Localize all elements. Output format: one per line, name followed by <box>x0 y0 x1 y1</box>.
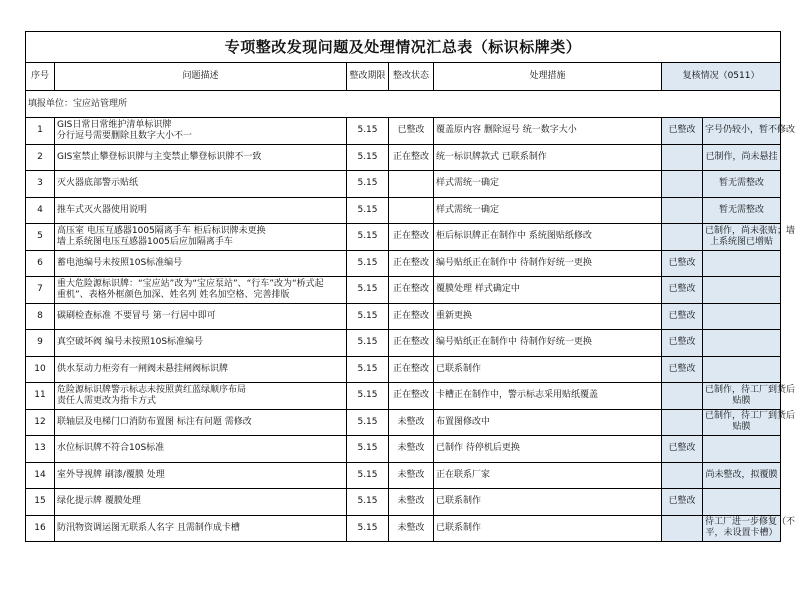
cell-review-note <box>703 171 781 198</box>
table-row <box>26 330 781 357</box>
cell-line: 已制作，尚未悬挂 <box>705 151 778 162</box>
cell-problem <box>55 171 347 198</box>
cell-measures: 已制作 待停机后更换 <box>434 436 662 463</box>
table-row <box>26 462 781 489</box>
cell-review-status: 已整改 <box>662 356 703 383</box>
cell-seq: 10 <box>26 356 55 383</box>
cell-review-status <box>662 197 703 224</box>
cell-line: 蓄电池编号未按照10S标准编号 <box>57 257 183 268</box>
cell-status: 正在整改 <box>389 303 434 330</box>
cell-status: 已整改 <box>389 118 434 145</box>
table-row <box>26 383 781 410</box>
cell-seq: 9 <box>26 330 55 357</box>
cell-review-note <box>703 436 781 463</box>
cell-review-note <box>703 356 781 383</box>
cell-status: 正在整改 <box>389 330 434 357</box>
cell-line: 上系统图已增贴 <box>710 236 774 247</box>
cell-problem <box>55 144 347 171</box>
cell-line: 字号仍较小，暂不修改 <box>705 125 796 136</box>
cell-line: 暂无需整改 <box>719 178 765 189</box>
cell-review-status <box>662 515 703 542</box>
table-row <box>26 277 781 304</box>
cell-problem <box>55 118 347 145</box>
cell-line: 重机”、表格外框颜色加深、姓名列 姓名加空格、完善排版 <box>57 289 290 300</box>
cell-problem <box>55 462 347 489</box>
cell-line: 绿化提示牌 覆膜处理 <box>57 496 141 507</box>
cell-review-note <box>703 277 781 304</box>
cell-review-status: 已整改 <box>662 436 703 463</box>
cell-deadline: 5.15 <box>347 224 389 251</box>
cell-line: 墙上系统图电压互感器1005后应加隔离手车 <box>57 236 233 247</box>
cell-status: 未整改 <box>389 462 434 489</box>
cell-problem <box>55 515 347 542</box>
header-problem: 问题描述 <box>55 63 347 91</box>
cell-review-status <box>662 383 703 410</box>
cell-seq: 1 <box>26 118 55 145</box>
cell-line: 危险源标识牌警示标志未按照黄红蓝绿顺序布局 <box>57 384 247 395</box>
cell-seq: 14 <box>26 462 55 489</box>
cell-measures: 已联系制作 <box>434 356 662 383</box>
summary-table <box>25 31 796 542</box>
cell-problem <box>55 489 347 516</box>
cell-line: 已制作，尚未张贴；墙 <box>705 225 796 236</box>
cell-status: 正在整改 <box>389 277 434 304</box>
cell-measures: 布置图修改中 <box>434 409 662 436</box>
summary-sheet <box>25 31 796 542</box>
cell-line: 水位标识牌不符合10S标准 <box>57 443 165 454</box>
cell-measures: 样式需统一确定 <box>434 197 662 224</box>
cell-line: 供水泵动力柜旁有一闸阀未悬挂闸阀标识牌 <box>57 363 229 374</box>
cell-line: 贴膜 <box>732 395 751 406</box>
cell-review-note <box>703 462 781 489</box>
cell-seq: 13 <box>26 436 55 463</box>
cell-line: 推车式灭火器使用说明 <box>57 204 148 215</box>
cell-line: 重大危险源标识牌：“宝应站”改为“宝应泵站”、“行车”改为“桥式起 <box>57 278 324 289</box>
header-review: 复核情况（0511） <box>662 63 781 91</box>
cell-seq: 4 <box>26 197 55 224</box>
cell-seq: 16 <box>26 515 55 542</box>
cell-deadline: 5.15 <box>347 144 389 171</box>
table-row <box>26 118 781 145</box>
table-row <box>26 436 781 463</box>
cell-deadline: 5.15 <box>347 489 389 516</box>
cell-deadline: 5.15 <box>347 436 389 463</box>
table-row <box>26 224 781 251</box>
cell-measures: 正在联系厂家 <box>434 462 662 489</box>
cell-problem <box>55 409 347 436</box>
cell-review-status: 已整改 <box>662 303 703 330</box>
cell-seq: 7 <box>26 277 55 304</box>
cell-status: 未整改 <box>389 409 434 436</box>
cell-measures: 样式需统一确定 <box>434 171 662 198</box>
cell-seq: 3 <box>26 171 55 198</box>
header-deadline: 整改期限 <box>347 63 389 91</box>
cell-review-note <box>703 224 796 251</box>
cell-problem <box>55 356 347 383</box>
cell-review-status <box>662 144 703 171</box>
cell-status <box>389 197 434 224</box>
cell-line: 室外导视牌 刷漆/覆膜 处理 <box>57 469 165 480</box>
cell-review-status <box>662 409 703 436</box>
cell-line: 待工厂进一步修复（不 <box>705 517 796 528</box>
cell-problem <box>55 197 347 224</box>
cell-seq: 6 <box>26 250 55 277</box>
cell-deadline: 5.15 <box>347 118 389 145</box>
cell-review-status: 已整改 <box>662 277 703 304</box>
cell-measures: 编号贴纸正在制作中 待制作好统一更换 <box>434 330 662 357</box>
cell-review-status: 已整改 <box>662 250 703 277</box>
cell-review-note <box>703 383 796 410</box>
table-row <box>26 515 781 542</box>
cell-deadline: 5.15 <box>347 383 389 410</box>
cell-deadline: 5.15 <box>347 330 389 357</box>
cell-measures: 覆盖原内容 删除逗号 统一数字大小 <box>434 118 662 145</box>
cell-problem <box>55 436 347 463</box>
cell-line: 尚未整改，拟覆膜 <box>705 469 778 480</box>
cell-deadline: 5.15 <box>347 462 389 489</box>
cell-seq: 5 <box>26 224 55 251</box>
cell-review-note <box>703 489 781 516</box>
table-row <box>26 303 781 330</box>
cell-line: 已制作，待工厂到货后 <box>705 411 796 422</box>
cell-deadline: 5.15 <box>347 277 389 304</box>
cell-status: 正在整改 <box>389 144 434 171</box>
cell-measures: 统一标识牌款式 已联系制作 <box>434 144 662 171</box>
cell-status: 正在整改 <box>389 224 434 251</box>
table-row <box>26 250 781 277</box>
cell-seq: 2 <box>26 144 55 171</box>
header-status: 整改状态 <box>389 63 434 91</box>
cell-measures: 已联系制作 <box>434 515 662 542</box>
cell-line: 碳刷检查标准 不要冒号 第一行居中即可 <box>57 310 216 321</box>
cell-line: 已制作，待工厂到货后 <box>705 384 796 395</box>
cell-line: 平，未设置卡槽） <box>705 528 778 539</box>
cell-review-note <box>703 250 781 277</box>
cell-status: 正在整改 <box>389 383 434 410</box>
cell-review-note <box>703 330 781 357</box>
cell-problem <box>55 250 347 277</box>
cell-line: 高压室 电压互感器1005隔离手车 柜后标识牌未更换 <box>57 225 266 236</box>
page-title: 专项整改发现问题及处理情况汇总表（标识标牌类） <box>26 32 781 63</box>
cell-review-note <box>703 144 781 171</box>
cell-line: 联轴层及电梯门口消防布置图 标注有问题 需修改 <box>57 416 252 427</box>
cell-line: 责任人需更改为指卡方式 <box>57 395 157 406</box>
cell-status: 未整改 <box>389 515 434 542</box>
cell-line: 暂无需整改 <box>719 204 765 215</box>
cell-status <box>389 171 434 198</box>
cell-status: 正在整改 <box>389 356 434 383</box>
cell-line: 灭火器底部警示贴纸 <box>57 178 139 189</box>
table-row <box>26 356 781 383</box>
cell-review-status <box>662 224 703 251</box>
cell-problem <box>55 383 347 410</box>
cell-review-status <box>662 462 703 489</box>
cell-status: 未整改 <box>389 489 434 516</box>
header-measures: 处理措施 <box>434 63 662 91</box>
cell-line: 防汛物资调运图无联系人名字 且需制作成卡槽 <box>57 522 240 533</box>
cell-problem <box>55 224 347 251</box>
cell-review-status: 已整改 <box>662 330 703 357</box>
cell-review-status: 已整改 <box>662 489 703 516</box>
cell-line: 分行逗号需要删除且数字大小不一 <box>57 130 193 141</box>
cell-measures: 柜后标识牌正在制作中 系统图贴纸修改 <box>434 224 662 251</box>
cell-review-status: 已整改 <box>662 118 703 145</box>
table-row <box>26 171 781 198</box>
cell-line: 真空破坏阀 编号未按照10S标准编号 <box>57 337 204 348</box>
cell-problem <box>55 330 347 357</box>
cell-measures: 已联系制作 <box>434 489 662 516</box>
cell-seq: 15 <box>26 489 55 516</box>
cell-seq: 12 <box>26 409 55 436</box>
cell-problem <box>55 277 347 304</box>
cell-line: 贴膜 <box>732 422 751 433</box>
cell-measures: 编号贴纸正在制作中 待制作好统一更换 <box>434 250 662 277</box>
table-row <box>26 489 781 516</box>
cell-line: GIS日常日常维护清单标识牌 <box>57 119 172 130</box>
reporting-unit: 填报单位：宝应站管理所 <box>26 91 781 118</box>
cell-review-note <box>703 515 796 542</box>
cell-measures: 重新更换 <box>434 303 662 330</box>
cell-deadline: 5.15 <box>347 197 389 224</box>
header-seq: 序号 <box>26 63 55 91</box>
cell-measures: 卡槽正在制作中，警示标志采用贴纸覆盖 <box>434 383 662 410</box>
cell-review-status <box>662 171 703 198</box>
cell-review-note <box>703 409 796 436</box>
cell-seq: 8 <box>26 303 55 330</box>
cell-status: 正在整改 <box>389 250 434 277</box>
cell-review-note <box>703 197 781 224</box>
cell-line: GIS室禁止攀登标识牌与主变禁止攀登标识牌不一致 <box>57 151 262 162</box>
cell-review-note <box>703 118 796 145</box>
table-row <box>26 144 781 171</box>
cell-review-note <box>703 303 781 330</box>
cell-deadline: 5.15 <box>347 356 389 383</box>
cell-deadline: 5.15 <box>347 303 389 330</box>
cell-deadline: 5.15 <box>347 171 389 198</box>
cell-measures: 覆膜处理 样式确定中 <box>434 277 662 304</box>
cell-deadline: 5.15 <box>347 250 389 277</box>
cell-problem <box>55 303 347 330</box>
cell-status: 未整改 <box>389 436 434 463</box>
cell-deadline: 5.15 <box>347 409 389 436</box>
cell-deadline: 5.15 <box>347 515 389 542</box>
table-row <box>26 409 781 436</box>
table-row <box>26 197 781 224</box>
cell-seq: 11 <box>26 383 55 410</box>
